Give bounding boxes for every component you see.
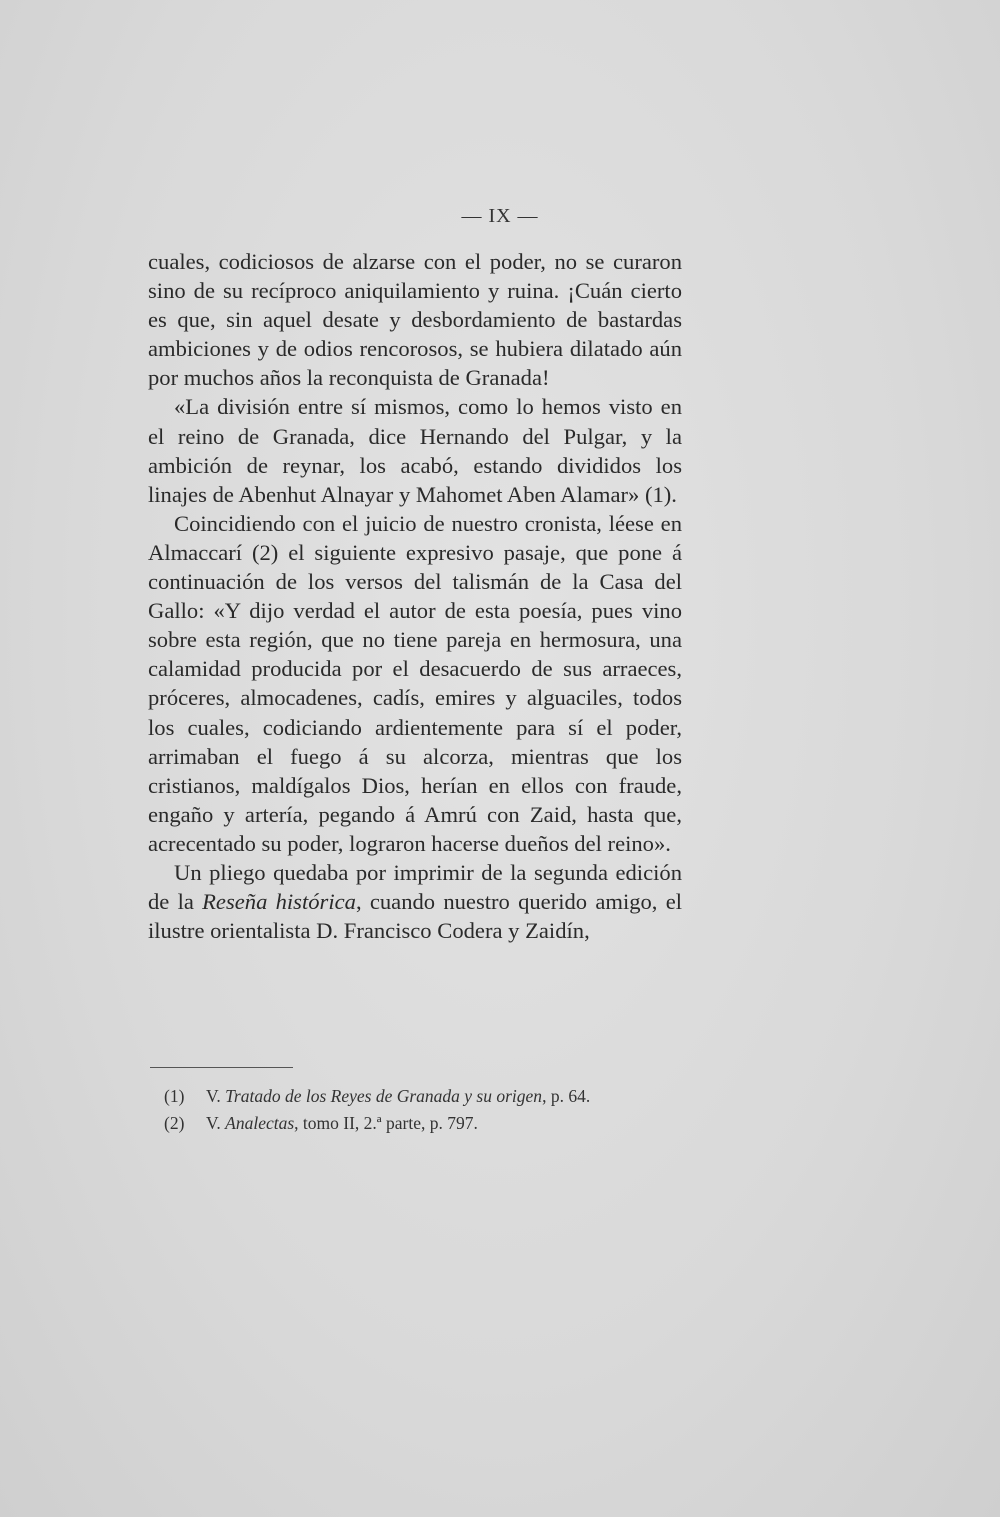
paragraph [148,858,682,945]
text-segment: V. [206,1113,226,1133]
page-number: — IX — [461,205,539,227]
text-segment: Un pliego quedaba por imprimir de la segunda edición de la [148,859,682,915]
paragraph [148,247,682,392]
text-segment: cuales, codiciosos de alzarse con el poder, no se curaron sino de su recíproco aniquilamiento y ruina. ¡Cuán cierto es que, sin aquel desate y desbordamiento de bastardas ambiciones y de odios rencorosos, se hubiera dilatado aún por muchos años la reconquista de Granada! [148,249,682,391]
footnote-ref: (2) [164,1113,185,1133]
book-title: Analectas [225,1113,295,1133]
footnote [164,1110,684,1137]
footnotes [164,1083,684,1137]
text-segment: , tomo II, 2.ª parte, p. 797. [294,1113,478,1133]
text-segment: Coincidiendo con el juicio de nuestro cronista, léese en Almaccarí (2) el siguiente expresivo pasaje, que pone á continuación de los versos del talismán de la Casa del Gallo: «Y dijo verdad el autor de esta poesía, pues vino sobre esta región, que no tiene pareja en hermosura, una calamidad producida por el desacuerdo de sus arraeces, próceres, almocadenes, cadís, emires y alguaciles, todos los cuales, codiciando ardientemente para sí el poder, arrimaban el fuego á su alcorza, mientras que los cristianos, maldígalos Dios, herían en ellos con fraude, engaño y artería, pegando á Amrú con Zaid, hasta que, acrecentado su poder, lograron hacerse dueños del reino». [148,510,682,856]
text-segment: , cuando nuestro querido amigo, el ilustre orientalista D. Francisco Codera y Zaidín, [148,889,683,944]
book-title: Reseña histórica [202,889,356,915]
text-segment: «La división entre sí mismos, como lo hemos visto en el reino de Granada, dice Hernando del Pulgar, y la ambición de reynar, los acabó, estando divididos los linajes de Abenhut Alnayar y Mahomet Aben Alamar» (1). [148,394,682,507]
book-title: Tratado de los Reyes de Granada y su origen [225,1086,543,1106]
text-segment: V. [206,1086,226,1106]
footnote-separator [150,1067,293,1068]
footnote-ref: (1) [164,1086,185,1106]
paragraph [148,509,682,858]
footnote [164,1083,684,1110]
paragraph [148,392,682,508]
text-segment: , p. 64. [542,1086,591,1106]
body-text [148,247,682,945]
